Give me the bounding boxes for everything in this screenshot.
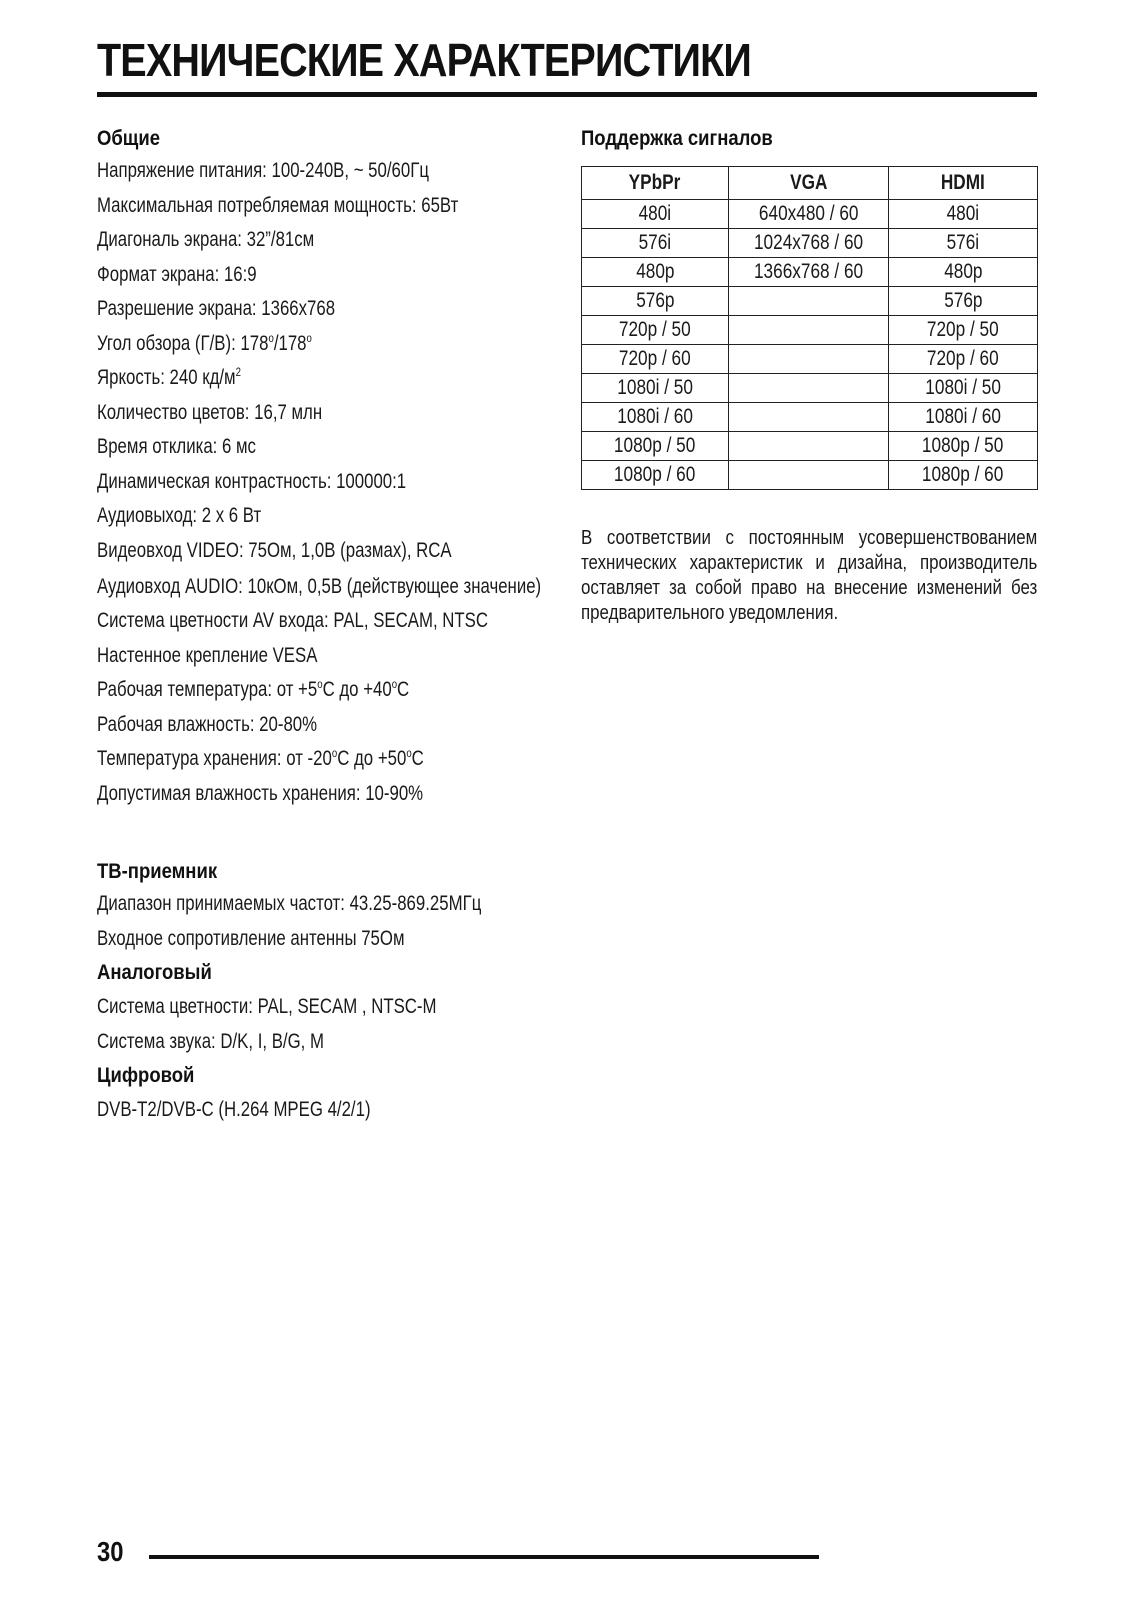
table-cell [582, 287, 729, 316]
cell-value: 576i [946, 231, 980, 254]
table-cell [729, 345, 889, 374]
spec-operating-humidity: Рабочая влажность: 20-80% [97, 712, 318, 736]
table-cell [889, 316, 1038, 345]
change-notice: В соответствии с постоянным усовершенствованием технических характеристик и дизайна, производитель оставляет за собой право на внесение изменений без предварительного уведомления. [581, 527, 1038, 624]
spec-video-in: Видеовход VIDEO: 75Ом, 1,0В (размах), RCA [97, 538, 452, 562]
table-cell [889, 403, 1038, 432]
cell-value: 576p [635, 289, 675, 312]
table-cell [582, 200, 729, 229]
column-header-ypbpr [582, 167, 729, 200]
column-header-hdmi [889, 167, 1038, 200]
cell-value: 1080p / 50 [614, 434, 696, 457]
table-cell [582, 403, 729, 432]
table-cell [889, 258, 1038, 287]
signal-support-heading: Поддержка сигналов [581, 127, 773, 150]
tv-receiver-heading: ТВ-приемник [97, 860, 218, 883]
table-cell [582, 432, 729, 461]
table-cell [582, 258, 729, 287]
section-gap [97, 811, 567, 857]
table-cell [889, 287, 1038, 316]
table-cell [729, 461, 889, 490]
cell-value: 1080i / 50 [925, 376, 1001, 399]
table-cell [889, 374, 1038, 403]
spec-storage-temperature [97, 742, 473, 777]
spec-screen-format: Формат экрана: 16:9 [97, 262, 257, 286]
general-spec-list [97, 154, 567, 811]
op-temp-part: С [397, 678, 410, 701]
table-row [582, 374, 1038, 403]
viewing-angle-prefix: Угол обзора (Г/В): 178 [97, 331, 269, 355]
cell-value: 640x480 / 60 [758, 202, 859, 225]
table-row [582, 229, 1038, 258]
cell-value: 1080i / 60 [617, 405, 693, 428]
viewing-angle-mid: /178 [273, 331, 307, 355]
cell-value: 480i [638, 202, 672, 225]
spec-analog-sound-system: Система звука: D/K, I, B/G, M [97, 1029, 324, 1053]
table-row [582, 287, 1038, 316]
spec-audio-out: Аудиовыход: 2 х 6 Вт [97, 504, 262, 527]
brightness-text: Яркость: 240 кд/м [97, 366, 236, 389]
spec-power-supply: Напряжение питания: 100-240В, ~ 50/60Гц [97, 159, 429, 182]
cell-value: 1080p / 60 [922, 463, 1004, 486]
spec-viewing-angle [97, 327, 473, 362]
spec-av-color-system: Система цветности AV входа: PAL, SECAM, NTSC [97, 609, 489, 632]
header-label: HDMI [940, 171, 985, 194]
degree-mark: o [306, 330, 312, 345]
table-cell [729, 258, 889, 287]
table-row [582, 432, 1038, 461]
cell-value: 720p / 60 [927, 347, 999, 370]
table-cell [582, 461, 729, 490]
table-cell [889, 432, 1038, 461]
table-cell [582, 345, 729, 374]
table-cell [729, 200, 889, 229]
signal-table-body [582, 200, 1038, 490]
table-cell [582, 229, 729, 258]
cell-value: 720p / 50 [927, 318, 999, 341]
table-cell [729, 374, 889, 403]
table-cell [889, 229, 1038, 258]
spec-audio-in: Аудиовход AUDIO: 10кОм, 0,5В (действующее значение) [97, 575, 542, 598]
cell-value: 480p [943, 260, 983, 283]
spec-digital-standard: DVB-T2/DVB-C (H.264 MPEG 4/2/1) [97, 1098, 371, 1121]
spec-screen-diagonal: Диагональ экрана: 32”/81см [97, 228, 315, 251]
degree-mark: o [317, 677, 323, 691]
column-header-vga [729, 167, 889, 200]
storage-temp-part: Температура хранения: от -20 [97, 747, 332, 770]
cell-value: 720p / 60 [619, 347, 691, 370]
general-heading: Общие [97, 127, 161, 150]
table-cell [582, 316, 729, 345]
table-cell [889, 200, 1038, 229]
cell-value: 480i [946, 202, 980, 225]
spec-operating-temperature [97, 673, 473, 708]
degree-mark: o [268, 330, 274, 345]
cell-value: 1366x768 / 60 [753, 260, 864, 283]
degree-mark: o [391, 677, 398, 691]
spec-analog-color-system: Система цветности: PAL, SECAM , NTSC-M [97, 995, 437, 1018]
spec-storage-humidity: Допустимая влажность хранения: 10-90% [97, 781, 424, 805]
degree-mark: o [406, 746, 412, 760]
storage-temp-part: С до +50 [337, 747, 407, 770]
spec-response-time: Время отклика: 6 мс [97, 435, 256, 458]
spec-colors: Количество цветов: 16,7 млн [97, 400, 323, 424]
spec-contrast: Динамическая контрастность: 100000:1 [97, 469, 407, 493]
table-cell [889, 461, 1038, 490]
spec-antenna-impedance: Входное сопротивление антенны 75Ом [97, 926, 405, 950]
table-row [582, 403, 1038, 432]
table-header-row [582, 167, 1038, 200]
spec-vesa-mount: Настенное крепление VESA [97, 643, 318, 667]
table-cell [729, 229, 889, 258]
degree-mark: o [331, 746, 338, 760]
cell-value: 576p [943, 289, 983, 312]
left-column [97, 124, 567, 1128]
header-label: YPbPr [629, 171, 681, 194]
spec-brightness [97, 361, 473, 396]
table-cell [729, 287, 889, 316]
cell-value: 1080i / 50 [617, 376, 693, 399]
footer-rule [149, 1555, 819, 1559]
table-row [582, 345, 1038, 374]
spec-max-power: Максимальная потребляемая мощность: 65Вт [97, 193, 459, 217]
table-row [582, 316, 1038, 345]
squared-mark: 2 [235, 365, 241, 379]
op-temp-part: С до +40 [322, 678, 392, 701]
page-number: 30 [97, 1536, 124, 1567]
page-title: ТЕХНИЧЕСКИЕ ХАРАКТЕРИСТИКИ [97, 34, 751, 86]
table-cell [582, 374, 729, 403]
right-column [581, 124, 1037, 626]
table-cell [729, 316, 889, 345]
table-row [582, 461, 1038, 490]
cell-value: 720p / 50 [619, 318, 691, 341]
title-rule [97, 92, 1037, 97]
cell-value: 1080i / 60 [925, 405, 1001, 428]
cell-value: 480p [635, 260, 675, 283]
table-cell [729, 403, 889, 432]
table-cell [889, 345, 1038, 374]
analog-heading: Аналоговый [97, 961, 212, 984]
cell-value: 576i [638, 231, 672, 254]
spec-frequency-range: Диапазон принимаемых частот: 43.25-869.25МГц [97, 892, 482, 915]
signal-support-table [581, 166, 1038, 490]
storage-temp-part: С [411, 747, 424, 770]
header-label: VGA [789, 171, 828, 194]
cell-value: 1024x768 / 60 [753, 231, 864, 254]
op-temp-part: Рабочая температура: от +5 [97, 678, 318, 701]
spec-resolution: Разрешение экрана: 1366x768 [97, 297, 336, 320]
table-row [582, 258, 1038, 287]
table-row [582, 200, 1038, 229]
digital-heading: Цифровой [97, 1064, 195, 1087]
cell-value: 1080p / 60 [614, 463, 696, 486]
cell-value: 1080p / 50 [922, 434, 1004, 457]
table-cell [729, 432, 889, 461]
